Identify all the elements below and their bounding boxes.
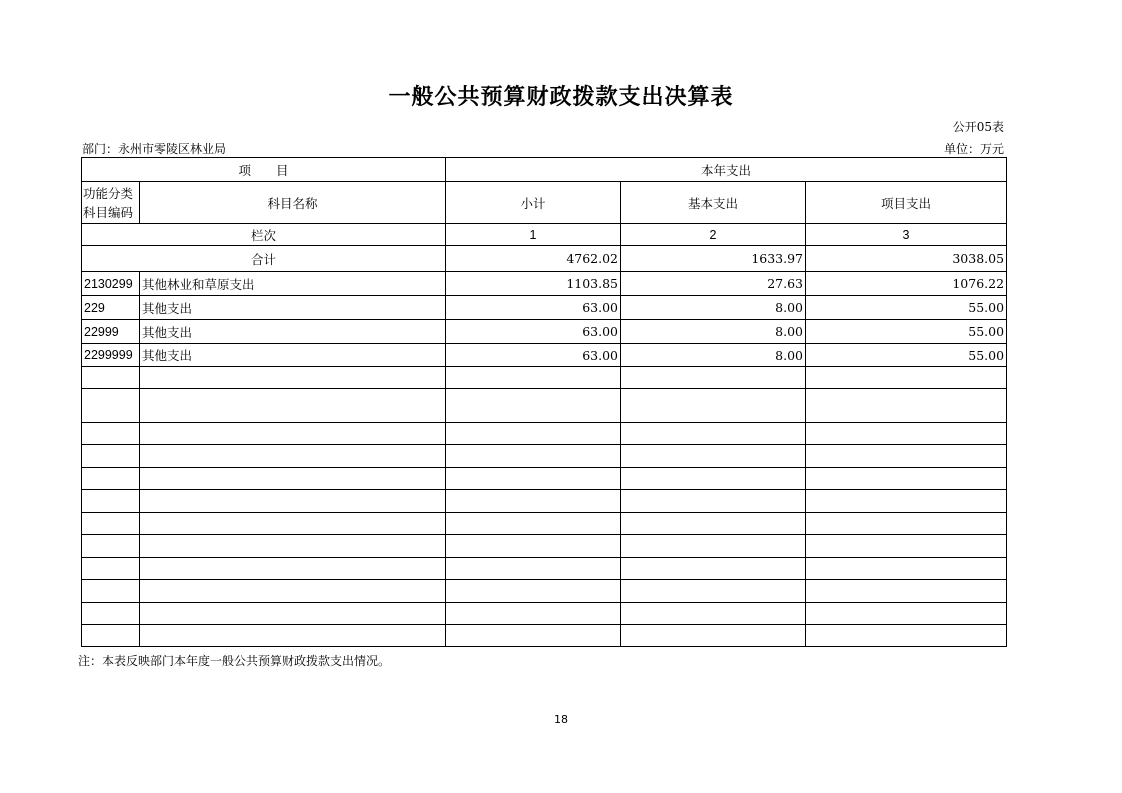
empty-row bbox=[82, 558, 1007, 580]
header-basic: 基本支出 bbox=[621, 182, 806, 224]
table-row bbox=[82, 296, 1007, 320]
header-subject-name: 科目名称 bbox=[140, 182, 446, 224]
row-basic: 8.00 bbox=[621, 296, 806, 320]
row-subtotal: 63.00 bbox=[446, 344, 621, 367]
total-subtotal: 4762.02 bbox=[446, 246, 621, 272]
total-basic: 1633.97 bbox=[621, 246, 806, 272]
total-label: 合计 bbox=[82, 246, 446, 272]
row-basic: 8.00 bbox=[621, 320, 806, 344]
empty-row bbox=[82, 445, 1007, 468]
row-subtotal: 1103.85 bbox=[446, 272, 621, 296]
header-row-1 bbox=[82, 158, 1007, 182]
column-index-row bbox=[82, 224, 1007, 246]
column-label: 栏次 bbox=[82, 224, 446, 246]
header-row-2 bbox=[82, 182, 1007, 224]
header-current-year-expense: 本年支出 bbox=[446, 158, 1007, 182]
empty-row bbox=[82, 490, 1007, 513]
row-subtotal: 63.00 bbox=[446, 320, 621, 344]
row-name: 其他支出 bbox=[140, 344, 446, 367]
empty-row bbox=[82, 580, 1007, 603]
column-index-2: 2 bbox=[621, 224, 806, 246]
empty-row bbox=[82, 513, 1007, 535]
footnote: 注：本表反映部门本年度一般公共预算财政拨款支出情况。 bbox=[78, 654, 391, 668]
row-name: 其他林业和草原支出 bbox=[140, 272, 446, 296]
row-subtotal: 63.00 bbox=[446, 296, 621, 320]
empty-row bbox=[82, 389, 1007, 423]
empty-row bbox=[82, 625, 1007, 647]
column-index-1: 1 bbox=[446, 224, 621, 246]
row-project: 55.00 bbox=[806, 320, 1007, 344]
page-title: 一般公共预算财政拨款支出决算表 bbox=[388, 84, 734, 110]
row-basic: 8.00 bbox=[621, 344, 806, 367]
row-basic: 27.63 bbox=[621, 272, 806, 296]
department-label: 部门：永州市零陵区林业局 bbox=[82, 142, 227, 156]
table-row bbox=[82, 344, 1007, 367]
row-project: 55.00 bbox=[806, 344, 1007, 367]
header-project-expense: 项目支出 bbox=[806, 182, 1007, 224]
row-code: 2130299 bbox=[82, 272, 140, 296]
empty-row bbox=[82, 603, 1007, 625]
empty-row bbox=[82, 535, 1007, 558]
page-number: 18 bbox=[554, 713, 568, 726]
row-project: 1076.22 bbox=[806, 272, 1007, 296]
empty-row bbox=[82, 468, 1007, 490]
header-func-code: 功能分类科目编码 bbox=[82, 182, 140, 224]
column-index-3: 3 bbox=[806, 224, 1007, 246]
empty-row bbox=[82, 423, 1007, 445]
row-code: 22999 bbox=[82, 320, 140, 344]
row-code: 2299999 bbox=[82, 344, 140, 367]
empty-row bbox=[82, 367, 1007, 389]
table-row bbox=[82, 320, 1007, 344]
row-project: 55.00 bbox=[806, 296, 1007, 320]
row-name: 其他支出 bbox=[140, 296, 446, 320]
table-row bbox=[82, 272, 1007, 296]
header-project: 项 目 bbox=[82, 158, 446, 182]
form-number: 公开05表 bbox=[952, 120, 1004, 134]
total-project: 3038.05 bbox=[806, 246, 1007, 272]
expense-table bbox=[81, 157, 1007, 647]
row-name: 其他支出 bbox=[140, 320, 446, 344]
header-subtotal: 小计 bbox=[446, 182, 621, 224]
unit-label: 单位：万元 bbox=[943, 142, 1004, 156]
total-row bbox=[82, 246, 1007, 272]
row-code: 229 bbox=[82, 296, 140, 320]
